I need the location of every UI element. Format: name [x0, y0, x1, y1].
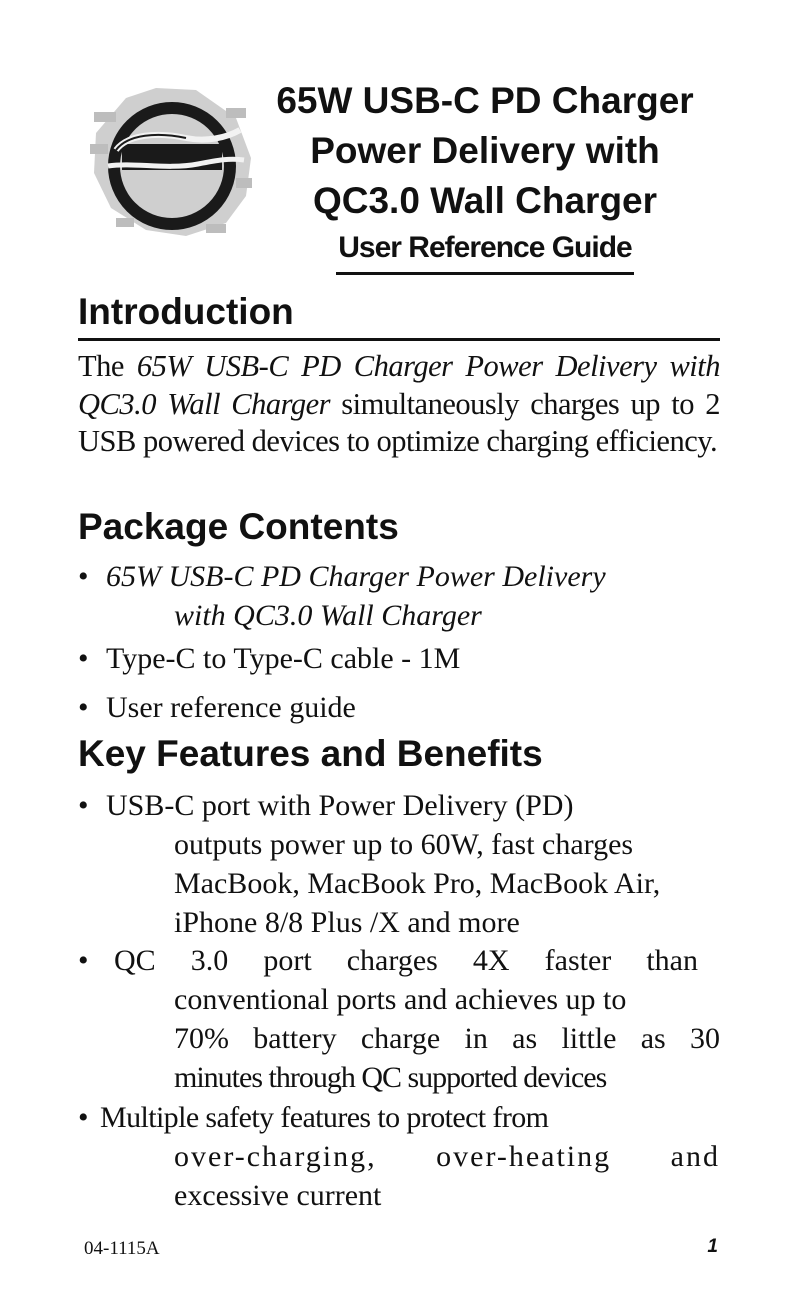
list-item-line: 65W USB-C PD Charger Power Delivery — [106, 560, 606, 593]
document-code: 04-1115A — [84, 1238, 160, 1259]
list-item-line: with QC3.0 Wall Charger — [174, 599, 482, 632]
list-item-line: Type-C to Type-C cable - 1M — [106, 642, 461, 675]
list-item-line: over-charging, over-heating and — [174, 1140, 720, 1173]
list-item-line: Multiple safety features to protect from — [100, 1101, 549, 1134]
list-item-line: excessive current — [174, 1179, 382, 1212]
bullet: • — [78, 944, 89, 977]
list-item-line: outputs power up to 60W, fast charges — [174, 828, 634, 861]
document-title — [250, 76, 720, 275]
title-line-3: QC3.0 Wall Charger — [312, 180, 658, 221]
siig-logo-icon — [86, 78, 256, 238]
list-item-line: 70% battery charge in as little as 30 — [174, 1022, 720, 1055]
introduction-heading: Introduction — [78, 291, 294, 332]
document-subtitle: User Reference Guide — [336, 228, 633, 275]
intro-lead: The — [78, 349, 137, 383]
bullet: • — [78, 560, 89, 593]
title-line-2: Power Delivery with — [310, 130, 660, 171]
key-features-heading: Key Features and Benefits — [78, 733, 543, 774]
bullet: • — [78, 1101, 89, 1134]
bullet: • — [78, 691, 89, 724]
intro-product-name: 65W USB-C PD Charger Power Delivery with QC3.0 Wall Charger — [78, 349, 721, 421]
bullet: • — [78, 642, 89, 675]
list-item-line: USB-C port with Power Delivery (PD) — [106, 789, 574, 822]
list-item-line: iPhone 8/8 Plus /X and more — [174, 906, 520, 939]
package-contents-heading: Package Contents — [78, 506, 399, 547]
title-line-1: 65W USB-C PD Charger — [276, 80, 694, 121]
list-item-line: User reference guide — [106, 691, 356, 724]
list-item-line: QC 3.0 port charges 4X faster than — [114, 944, 698, 977]
bullet: • — [78, 789, 89, 822]
list-item-line: minutes through QC supported devices — [174, 1061, 607, 1094]
intro-body: simultaneously charges up to 2 USB powered devices to optimize charging efficiency. — [78, 386, 720, 458]
introduction-text — [78, 348, 720, 461]
list-item-line: MacBook, MacBook Pro, MacBook Air, — [174, 867, 661, 900]
introduction-rule — [78, 338, 720, 341]
list-item-line: conventional ports and achieves up to — [174, 983, 627, 1016]
page-number: 1 — [707, 1236, 718, 1257]
